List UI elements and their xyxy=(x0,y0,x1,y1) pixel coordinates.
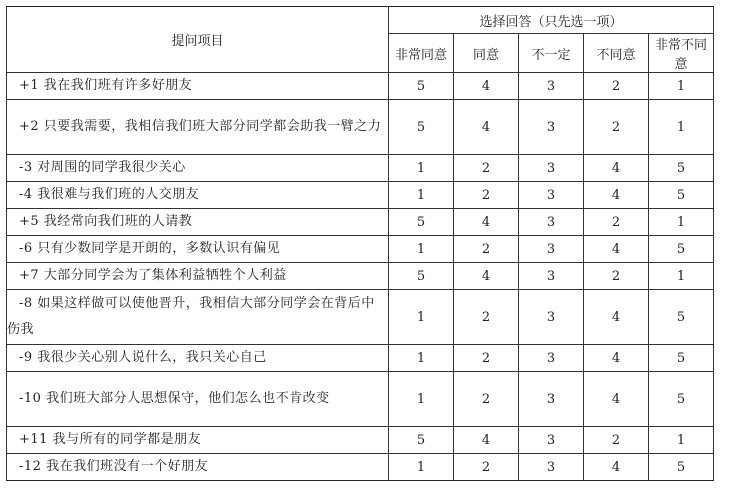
score-cell: 1 xyxy=(389,155,454,182)
question-text: -8 如果这样做可以使他晋升，我相信大部分同学会在背后中伤我 xyxy=(7,290,389,345)
score-cell: 3 xyxy=(519,73,584,100)
table-row xyxy=(7,73,714,100)
table-row xyxy=(7,454,714,481)
score-cell: 4 xyxy=(584,236,649,263)
option-header-agree: 同意 xyxy=(454,34,519,73)
survey-table-container xyxy=(6,6,714,481)
question-text: -9 我很少关心别人说什么，我只关心自己 xyxy=(7,345,389,372)
table-row xyxy=(7,100,714,155)
question-text: +1 我在我们班有许多好朋友 xyxy=(7,73,389,100)
question-text: -4 我很难与我们班的人交朋友 xyxy=(7,182,389,209)
option-header-unsure: 不一定 xyxy=(519,34,584,73)
table-row xyxy=(7,290,714,345)
question-text: +2 只要我需要，我相信我们班大部分同学都会助我一臂之力 xyxy=(7,100,389,155)
score-cell: 4 xyxy=(454,209,519,236)
option-header-disagree: 不同意 xyxy=(584,34,649,73)
score-cell: 1 xyxy=(649,209,714,236)
score-cell: 2 xyxy=(454,182,519,209)
score-cell: 4 xyxy=(584,454,649,481)
score-cell: 1 xyxy=(649,263,714,290)
score-cell: 4 xyxy=(454,73,519,100)
option-header-strongly-agree: 非常同意 xyxy=(389,34,454,73)
table-row xyxy=(7,263,714,290)
table-row xyxy=(7,427,714,454)
score-cell: 5 xyxy=(649,372,714,427)
score-cell: 1 xyxy=(389,236,454,263)
score-cell: 4 xyxy=(454,100,519,155)
score-cell: 1 xyxy=(389,182,454,209)
score-cell: 5 xyxy=(389,73,454,100)
score-cell: 4 xyxy=(584,372,649,427)
option-header-strongly-disagree: 非常不同意 xyxy=(649,34,714,73)
score-cell: 5 xyxy=(649,290,714,345)
score-cell: 3 xyxy=(519,182,584,209)
survey-table xyxy=(6,6,714,481)
question-text: +5 我经常向我们班的人请教 xyxy=(7,209,389,236)
table-row xyxy=(7,155,714,182)
score-cell: 3 xyxy=(519,155,584,182)
score-cell: 3 xyxy=(519,427,584,454)
score-cell: 3 xyxy=(519,100,584,155)
table-row xyxy=(7,372,714,427)
score-cell: 5 xyxy=(389,263,454,290)
score-cell: 2 xyxy=(454,345,519,372)
score-cell: 2 xyxy=(454,236,519,263)
score-cell: 5 xyxy=(389,100,454,155)
score-cell: 5 xyxy=(649,182,714,209)
answer-group-header: 选择回答（只先选一项） xyxy=(389,7,714,34)
score-cell: 2 xyxy=(454,454,519,481)
question-text: -12 我在我们班没有一个好朋友 xyxy=(7,454,389,481)
score-cell: 2 xyxy=(584,100,649,155)
question-text: +7 大部分同学会为了集体利益牺牲个人利益 xyxy=(7,263,389,290)
table-row xyxy=(7,209,714,236)
survey-table-body xyxy=(7,73,714,481)
question-text: -3 对周围的同学我很少关心 xyxy=(7,155,389,182)
score-cell: 5 xyxy=(649,236,714,263)
score-cell: 4 xyxy=(584,182,649,209)
score-cell: 5 xyxy=(389,427,454,454)
score-cell: 1 xyxy=(389,290,454,345)
score-cell: 1 xyxy=(649,427,714,454)
score-cell: 3 xyxy=(519,454,584,481)
score-cell: 3 xyxy=(519,372,584,427)
score-cell: 1 xyxy=(649,73,714,100)
score-cell: 4 xyxy=(584,290,649,345)
score-cell: 2 xyxy=(454,155,519,182)
question-text: -6 只有少数同学是开朗的，多数认识有偏见 xyxy=(7,236,389,263)
score-cell: 4 xyxy=(584,155,649,182)
score-cell: 5 xyxy=(649,454,714,481)
score-cell: 2 xyxy=(584,263,649,290)
score-cell: 1 xyxy=(389,372,454,427)
score-cell: 2 xyxy=(454,290,519,345)
score-cell: 2 xyxy=(584,73,649,100)
score-cell: 4 xyxy=(454,427,519,454)
score-cell: 1 xyxy=(389,345,454,372)
score-cell: 2 xyxy=(584,427,649,454)
score-cell: 3 xyxy=(519,209,584,236)
score-cell: 3 xyxy=(519,236,584,263)
score-cell: 3 xyxy=(519,263,584,290)
score-cell: 1 xyxy=(389,454,454,481)
score-cell: 5 xyxy=(649,155,714,182)
score-cell: 2 xyxy=(584,209,649,236)
score-cell: 2 xyxy=(454,372,519,427)
table-row xyxy=(7,345,714,372)
score-cell: 1 xyxy=(649,100,714,155)
table-row xyxy=(7,236,714,263)
score-cell: 3 xyxy=(519,290,584,345)
score-cell: 3 xyxy=(519,345,584,372)
score-cell: 5 xyxy=(649,345,714,372)
score-cell: 4 xyxy=(454,263,519,290)
score-cell: 5 xyxy=(389,209,454,236)
table-row xyxy=(7,182,714,209)
score-cell: 4 xyxy=(584,345,649,372)
question-column-header: 提问项目 xyxy=(7,7,389,73)
question-text: +11 我与所有的同学都是朋友 xyxy=(7,427,389,454)
question-text: -10 我们班大部分人思想保守，他们怎么也不肯改变 xyxy=(7,372,389,427)
